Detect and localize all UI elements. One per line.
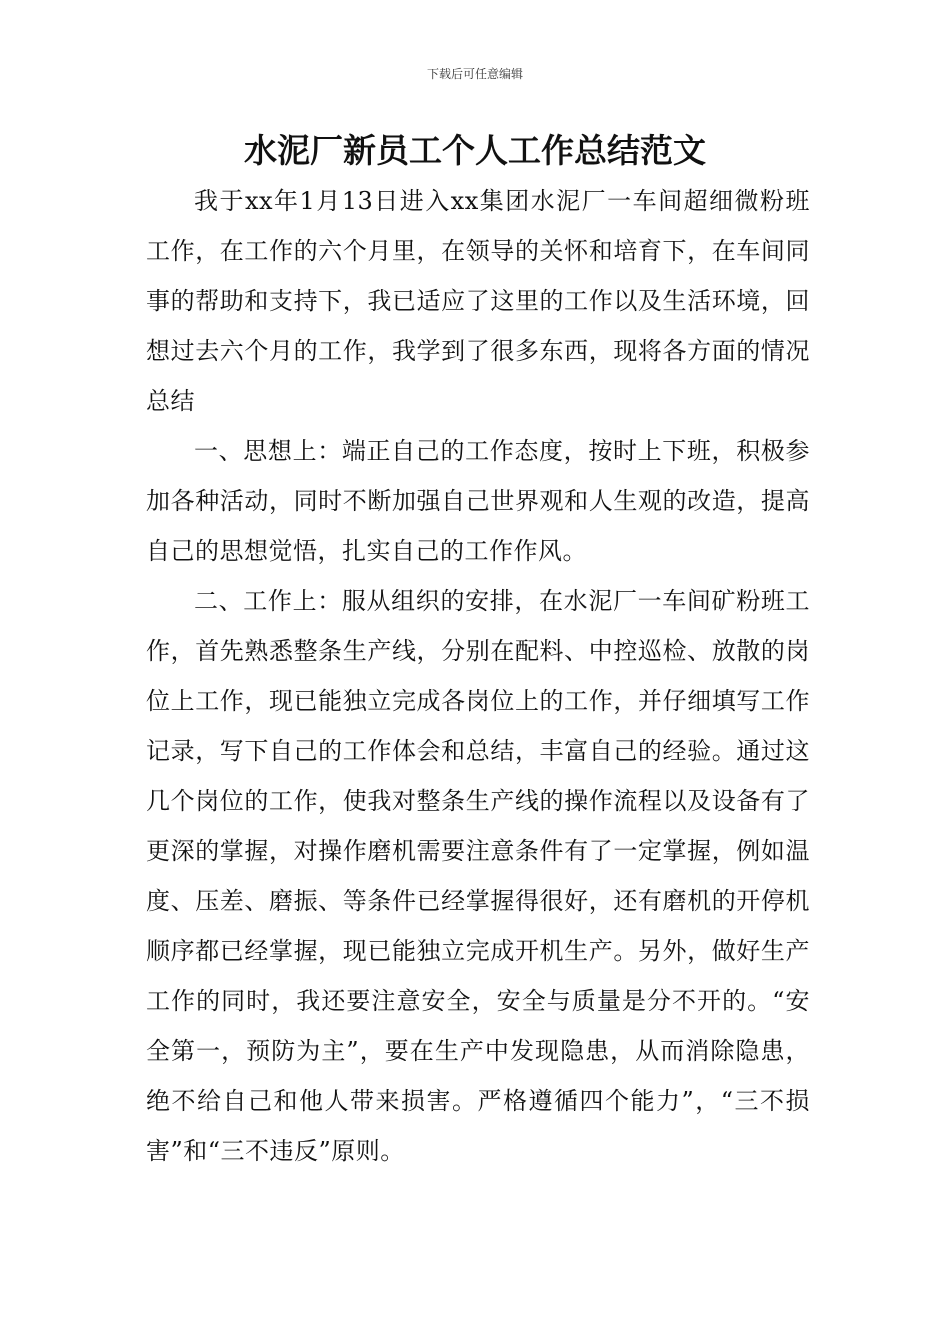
header-note: 下载后可任意编辑 — [426, 67, 523, 81]
document-body — [146, 176, 810, 1176]
paragraph-thought: 一、思想上：端正自己的工作态度，按时上下班，积极参加各种活动，同时不断加强自己世界观和人生观的改造，提高自己的思想觉悟，扎实自己的工作作风。 — [146, 437, 810, 565]
paragraph-work: 二、工作上：服从组织的安排，在水泥厂一车间矿粉班工作，首先熟悉整条生产线，分别在配料、中控巡检、放散的岗位上工作，现已能独立完成各岗位上的工作，并仔细填写工作记录，写下自己的工作体会和总结，丰富自己的经验。通过这几个岗位的工作，使我对整条生产线的操作流程以及设备有了更深的掌握，对操作磨机需要注意条件有了一定掌握，例如温度、压差、磨振、等条件已经掌握得很好，还有磨机的开停机顺序都已经掌握，现已能独立完成开机生产。另外，做好生产工作的同时，我还要注意安全，安全与质量是分不开的。“安全第一，预防为主”，要在生产中发现隐患，从而消除隐患，绝不给自己和他人带来损害。严格遵循四个能力”，“三不损害”和“三不违反”原则。 — [146, 587, 810, 1165]
paragraph-intro: 我于xx年1月13日进入xx集团水泥厂一车间超细微粉班工作，在工作的六个月里，在领导的关怀和培育下，在车间同事的帮助和支持下，我已适应了这里的工作以及生活环境，回想过去六个月的工作，我学到了很多东西，现将各方面的情况总结 — [146, 187, 810, 415]
document-title: 水泥厂新员工个人工作总结范文 — [244, 131, 706, 170]
